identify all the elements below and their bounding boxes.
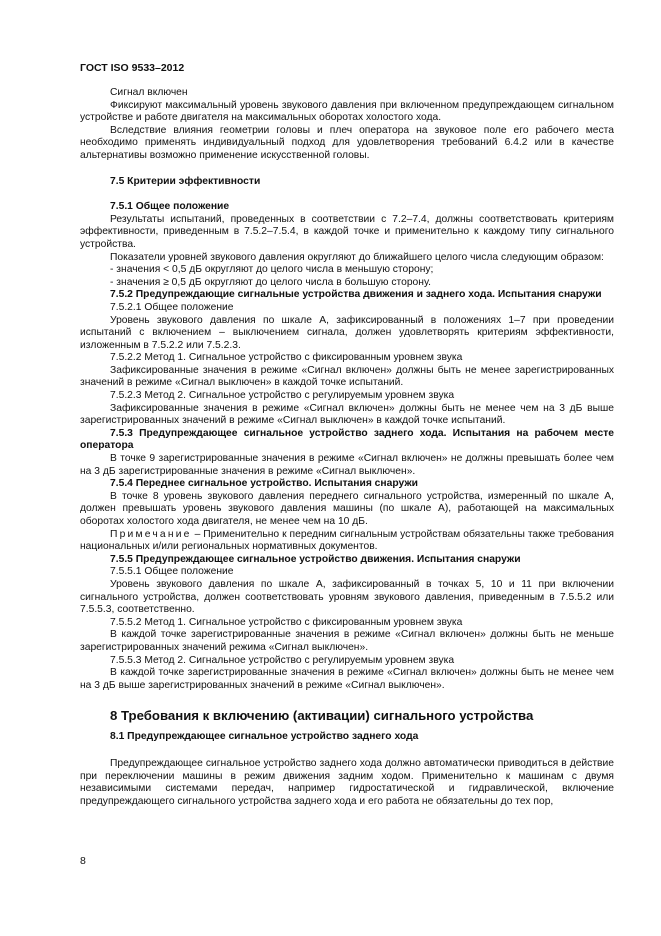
paragraph: Вследствие влияния геометрии головы и плеч оператора на звуковое поле его рабочего места необходимо применять индивидуальный подход для удовлетворения требований 6.4.2 или в качестве альтернативы возможно применение искусственной головы. xyxy=(80,124,614,161)
paragraph: В точке 8 уровень звукового давления переднего сигнального устройства, измеренный по шкале А, должен превышать уровень звукового давления машины (по шкале А), работающей на максимальных оборотах холостого хода двигателя, не менее чем на 10 дБ. xyxy=(80,490,614,527)
section-heading-7-5: 7.5 Критерии эффективности xyxy=(110,175,261,187)
paragraph: 7.5.5.3 Метод 2. Сигнальное устройство с регулируемым уровнем звука xyxy=(110,654,455,666)
paragraph: Предупреждающее сигнальное устройство заднего хода должно автоматически приводиться в действие при переключении машины в режим движения задним ходом. Применительно к машинам с двумя независимыми системами передач, например гидростатической и гидравлической, включение предупреждающего сигнального устройства заднего хода и его работа не обязательны до тех пор, xyxy=(80,757,614,807)
paragraph: 7.5.2.2 Метод 1. Сигнальное устройство с фиксированным уровнем звука xyxy=(110,352,463,364)
note-label: Примечание xyxy=(110,528,192,540)
subsection-heading: 7.5.5 Предупреждающее сигнальное устройство движения. Испытания снаружи xyxy=(110,553,521,565)
subsection-heading: 7.5.4 Переднее сигнальное устройство. Испытания снаружи xyxy=(110,478,418,490)
list-item: - значения ≥ 0,5 дБ округляют до целого числа в большую сторону. xyxy=(110,276,431,288)
subsection-heading: 7.5.3 Предупреждающее сигнальное устройство заднего хода. Испытания на рабочем месте оператора xyxy=(80,427,614,452)
document-header: ГОСТ ISO 9533–2012 xyxy=(80,62,185,74)
paragraph: В каждой точке зарегистрированные значения в режиме «Сигнал включен» должны быть не меньше зарегистрированных значений режима «Сигнал выключен». xyxy=(80,629,614,653)
paragraph: 7.5.2.3 Метод 2. Сигнальное устройство с регулируемым уровнем звука xyxy=(110,390,455,402)
paragraph: 7.5.5.1 Общее положение xyxy=(110,566,234,578)
paragraph: Зафиксированные значения в режиме «Сигнал включен» должны быть не менее чем на 3 дБ выше зарегистрированных значений в режиме «Сигнал выключен» в каждой точке испытаний. xyxy=(80,402,614,427)
list-item: - значения < 0,5 дБ округляют до целого числа в меньшую сторону; xyxy=(110,264,434,276)
paragraph: Зафиксированные значения в режиме «Сигнал включен» должны быть не менее зарегистрированных значений в режиме «Сигнал выключен» в каждой точке испытаний. xyxy=(80,364,614,389)
note-text: – Применительно к передним сигнальным устройствам обязательны также требования национальных и/или региональных нормативных документов. xyxy=(80,528,614,553)
page-number: 8 xyxy=(80,855,86,867)
subsection-heading: 7.5.1 Общее положение xyxy=(110,201,230,213)
paragraph: Сигнал включен xyxy=(110,87,188,98)
section-heading-8: 8 Требования к включению (активации) сигнального устройства xyxy=(110,708,534,724)
paragraph: В каждой точке зарегистрированные значения в режиме «Сигнал включен» должны быть не менее чем на 3 дБ выше зарегистрированных значений в режиме «Сигнал выключен». xyxy=(80,667,614,691)
note-paragraph xyxy=(80,529,614,554)
section-heading-8-1: 8.1 Предупреждающее сигнальное устройство заднего хода xyxy=(110,731,419,743)
paragraph: 7.5.5.2 Метод 1. Сигнальное устройство с фиксированным уровнем звука xyxy=(110,616,463,628)
paragraph: Уровень звукового давления по шкале А, зафиксированный в точках 5, 10 и 11 при включении сигнального устройства, должен соответствовать уровням звукового давления, приведенным в 7.5.5.2 или 7.5.5.3, соответственно. xyxy=(80,578,614,616)
paragraph: 7.5.2.1 Общее положение xyxy=(110,301,234,313)
paragraph: Показатели уровней звукового давления округляют до ближайшего целого числа следующим образом: xyxy=(110,251,604,263)
paragraph: Уровень звукового давления по шкале А, зафиксированный в положениях 1–7 при проведении испытаний с включением – выключением сигнала, должен удовлетворять критериям эффективности, изложенным в 7.5.2.2 или 7.5.2.3. xyxy=(80,314,614,351)
subsection-heading: 7.5.2 Предупреждающие сигнальные устройства движения и заднего хода. Испытания снаружи xyxy=(110,289,602,301)
paragraph: В точке 9 зарегистрированные значения в режиме «Сигнал включен» не должны превышать более чем на 3 дБ зарегистрированные значения в режиме «Сигнал выключен». xyxy=(80,453,614,477)
paragraph: Фиксируют максимальный уровень звукового давления при включенном предупреждающем сигнальном устройстве и работе двигателя на максимальных оборотах холостого хода. xyxy=(80,99,614,124)
document-body xyxy=(80,87,614,808)
paragraph: Результаты испытаний, проведенных в соответствии с 7.2–7.4, должны соответствовать критериям эффективности, приведенным в 7.5.2–7.5.4, в каждой точке и применительно к каждому типу сигнального устройства. xyxy=(80,213,614,250)
